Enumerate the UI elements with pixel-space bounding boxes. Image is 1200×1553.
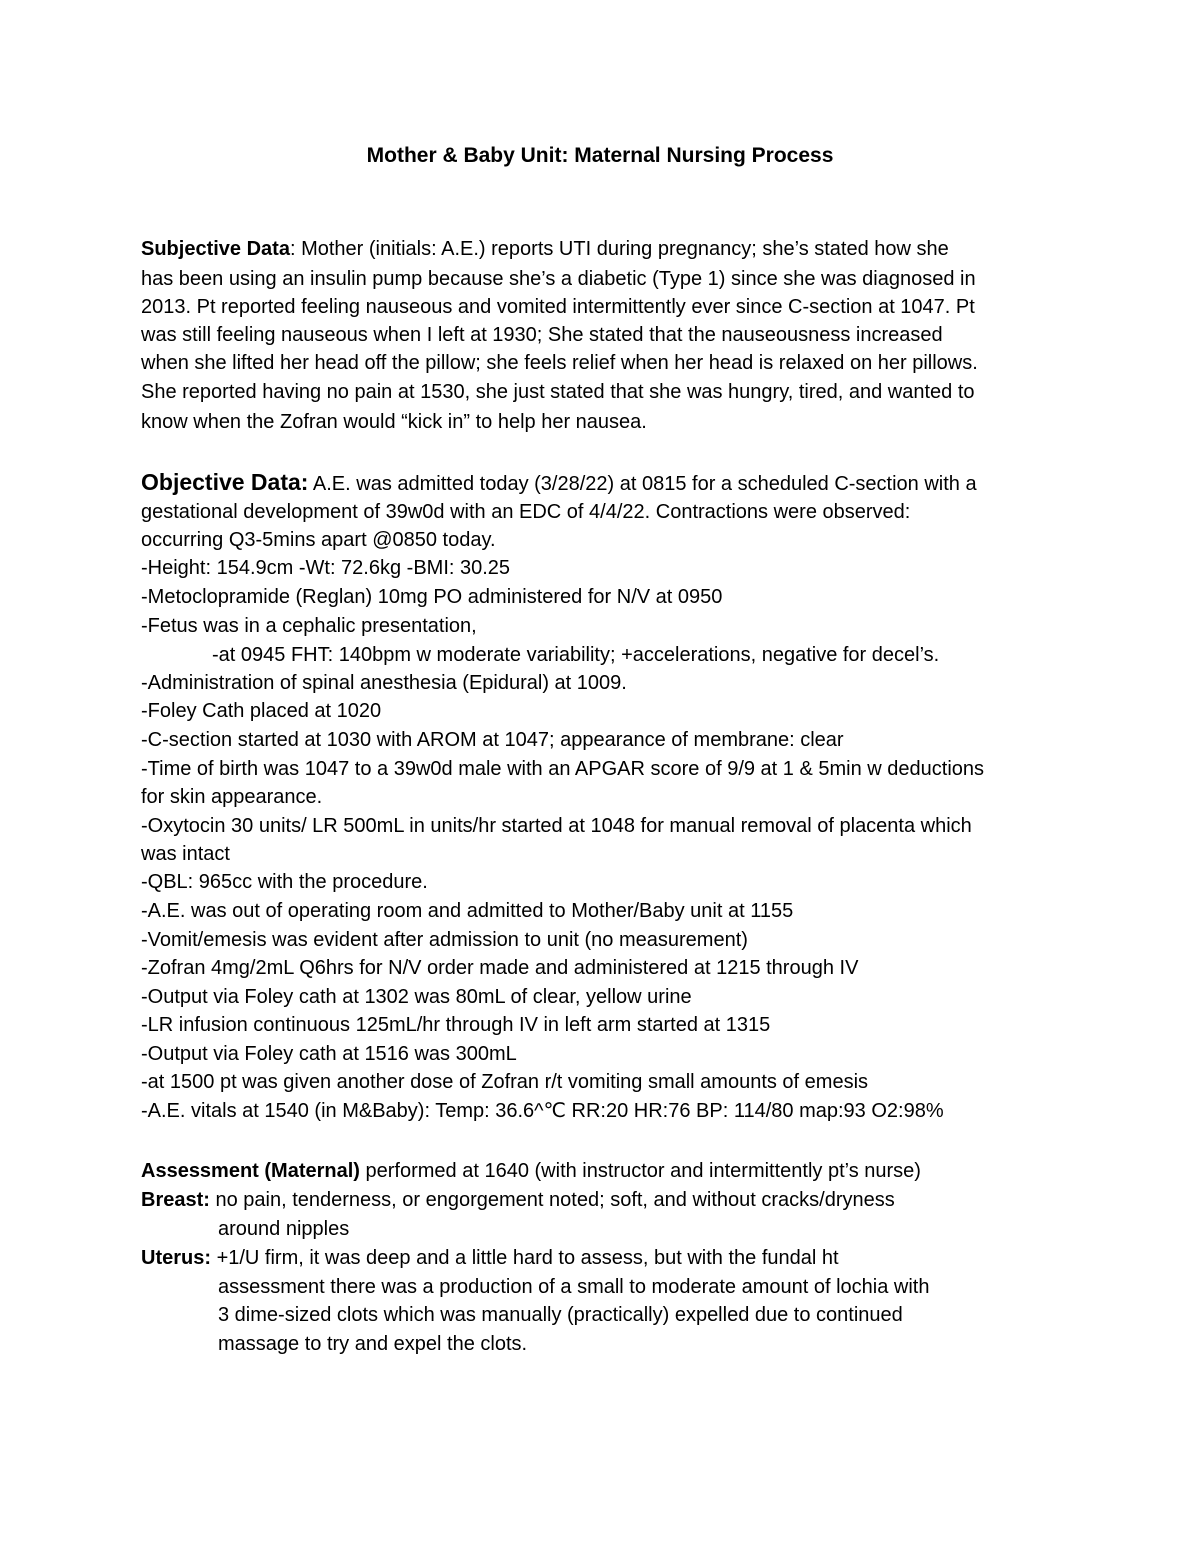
subjective-line: 2013. Pt reported feeling nauseous and vomited intermittently ever since C-section at 1047. Pt: [141, 296, 975, 318]
breast-line: [141, 1187, 895, 1213]
objective-line: -Metoclopramide (Reglan) 10mg PO administered for N/V at 0950: [141, 586, 723, 608]
assessment-text: performed at 1640 (with instructor and intermittently pt’s nurse): [359, 1160, 921, 1182]
breast-line: around nipples: [218, 1218, 350, 1240]
objective-line: -Oxytocin 30 units/ LR 500mL in units/hr started at 1048 for manual removal of placenta which: [141, 815, 972, 837]
objective-line: -A.E. vitals at 1540 (in M&Baby): Temp: 36.6^℃ RR:20 HR:76 BP: 114/80 map:93 O2:98%: [141, 1100, 944, 1122]
objective-line: -LR infusion continuous 125mL/hr through IV in left arm started at 1315: [141, 1014, 771, 1036]
objective-line: -Height: 154.9cm -Wt: 72.6kg -BMI: 30.25: [141, 557, 511, 579]
objective-line: -Foley Cath placed at 1020: [141, 700, 382, 722]
objective-line: was intact: [141, 843, 230, 865]
objective-line: [141, 469, 977, 497]
subjective-line: when she lifted her head off the pillow; she feels relief when her head is relaxed on her pillows.: [141, 352, 978, 374]
subjective-text: : Mother (initials: A.E.) reports UTI during pregnancy; she’s stated how she: [289, 238, 949, 260]
assessment-heading: Assessment (Maternal): [141, 1160, 360, 1182]
subjective-line: has been using an insulin pump because she’s a diabetic (Type 1) since she was diagnosed in: [141, 268, 976, 290]
objective-line: -C-section started at 1030 with AROM at 1047; appearance of membrane: clear: [141, 729, 844, 751]
breast-label: Breast:: [141, 1189, 210, 1211]
subjective-line: She reported having no pain at 1530, she just stated that she was hungry, tired, and wanted to: [141, 381, 975, 403]
uterus-text: +1/U firm, it was deep and a little hard to assess, but with the fundal ht: [211, 1247, 839, 1269]
uterus-line: massage to try and expel the clots.: [218, 1333, 528, 1355]
objective-line: -Output via Foley cath at 1516 was 300mL: [141, 1043, 517, 1065]
objective-line: -Zofran 4mg/2mL Q6hrs for N/V order made and administered at 1215 through IV: [141, 957, 859, 979]
objective-line: -at 1500 pt was given another dose of Zofran r/t vomiting small amounts of emesis: [141, 1071, 869, 1093]
objective-line: -at 0945 FHT: 140bpm w moderate variability; +accelerations, negative for decel’s.: [212, 644, 940, 666]
objective-line: -Vomit/emesis was evident after admission to unit (no measurement): [141, 929, 748, 951]
objective-text: A.E. was admitted today (3/28/22) at 0815 for a scheduled C-section with a: [308, 473, 977, 495]
uterus-line: 3 dime-sized clots which was manually (practically) expelled due to continued: [218, 1304, 903, 1326]
uterus-line: assessment there was a production of a small to moderate amount of lochia with: [218, 1276, 930, 1298]
uterus-line: [141, 1245, 839, 1271]
uterus-label: Uterus:: [141, 1247, 212, 1269]
objective-line: -Output via Foley cath at 1302 was 80mL of clear, yellow urine: [141, 986, 692, 1008]
objective-heading: Objective Data:: [141, 469, 309, 495]
subjective-line: was still feeling nauseous when I left at 1930; She stated that the nauseousness increased: [141, 324, 943, 346]
objective-line: gestational development of 39w0d with an EDC of 4/4/22. Contractions were observed:: [141, 501, 911, 523]
subjective-heading: Subjective Data: [141, 238, 290, 260]
breast-text: no pain, tenderness, or engorgement noted; soft, and without cracks/dryness: [209, 1189, 895, 1211]
objective-line: for skin appearance.: [141, 786, 323, 808]
objective-line: -Time of birth was 1047 to a 39w0d male with an APGAR score of 9/9 at 1 & 5min w deductions: [141, 758, 985, 780]
objective-line: -A.E. was out of operating room and admitted to Mother/Baby unit at 1155: [141, 900, 794, 922]
document-title: Mother & Baby Unit: Maternal Nursing Process: [366, 144, 834, 167]
assessment-line: [141, 1158, 921, 1184]
objective-line: occurring Q3-5mins apart @0850 today.: [141, 529, 496, 551]
subjective-line: know when the Zofran would “kick in” to help her nausea.: [141, 411, 647, 433]
objective-line: -QBL: 965cc with the procedure.: [141, 871, 428, 893]
objective-line: -Administration of spinal anesthesia (Epidural) at 1009.: [141, 672, 627, 694]
subjective-line: [141, 236, 949, 262]
objective-line: -Fetus was in a cephalic presentation,: [141, 615, 477, 637]
